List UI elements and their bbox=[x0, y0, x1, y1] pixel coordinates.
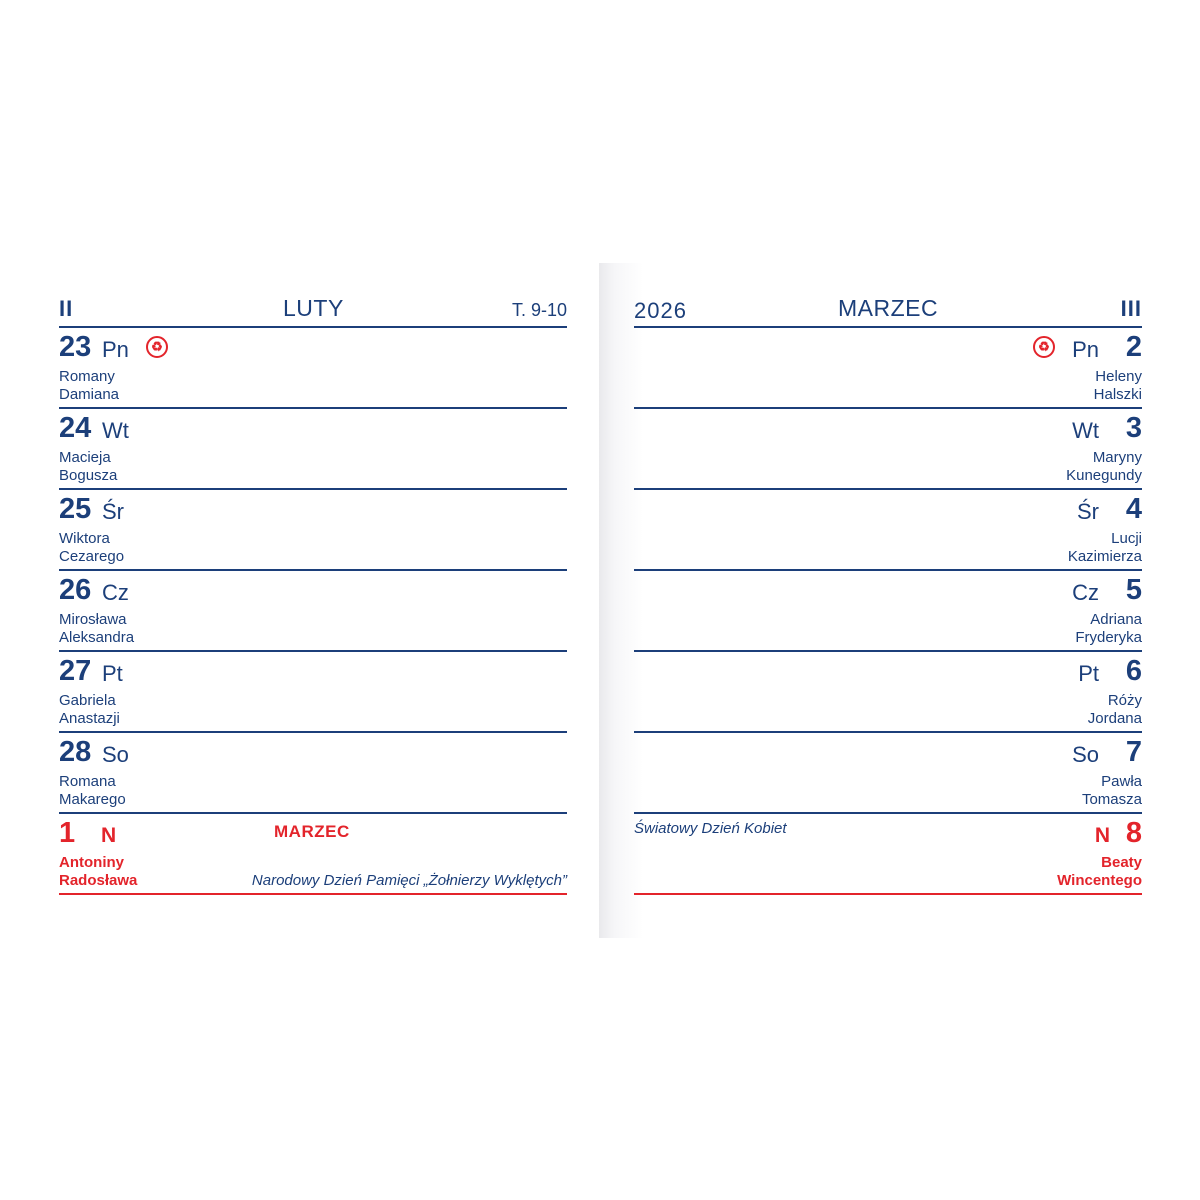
day-name: Pt bbox=[102, 661, 123, 686]
name-day: Maryny bbox=[1092, 449, 1142, 466]
name-days bbox=[59, 530, 124, 566]
day-row bbox=[59, 409, 567, 490]
name-days bbox=[1057, 854, 1142, 890]
month-roman-numeral: III bbox=[1120, 296, 1142, 321]
name-days bbox=[59, 611, 134, 647]
day-row bbox=[59, 328, 567, 409]
holiday-note: Światowy Dzień Kobiet bbox=[634, 820, 787, 837]
name-day: Damiana bbox=[59, 386, 120, 403]
name-day: Radosława bbox=[59, 872, 138, 889]
holiday-note: Narodowy Dzień Pamięci „Żołnierzy Wyklętych” bbox=[251, 872, 567, 889]
name-days bbox=[1082, 773, 1142, 809]
day-row bbox=[59, 490, 567, 571]
day-row bbox=[634, 652, 1142, 733]
day-row bbox=[634, 409, 1142, 490]
day-row bbox=[59, 571, 567, 652]
day-row bbox=[59, 652, 567, 733]
day-number: 4 bbox=[1125, 493, 1142, 525]
month-roman-numeral: II bbox=[59, 296, 74, 321]
name-day: Romany bbox=[59, 368, 115, 385]
name-day: Jordana bbox=[1087, 710, 1142, 727]
name-day: Anastazji bbox=[59, 710, 120, 727]
name-days bbox=[59, 854, 137, 890]
day-number: 5 bbox=[1125, 574, 1142, 606]
name-day: Wincentego bbox=[1057, 872, 1142, 889]
name-days bbox=[1075, 611, 1142, 647]
day-number: 28 bbox=[59, 736, 92, 768]
name-day: Kazimierza bbox=[1067, 548, 1142, 565]
day-name: Śr bbox=[102, 499, 124, 524]
day-number: 24 bbox=[59, 412, 92, 444]
day-name: So bbox=[1072, 742, 1099, 767]
day-number: 8 bbox=[1125, 817, 1142, 849]
name-day: Aleksandra bbox=[59, 629, 135, 646]
day-number: 26 bbox=[59, 574, 92, 606]
day-row bbox=[634, 733, 1142, 814]
right-page-header bbox=[634, 290, 1142, 328]
day-name: Wt bbox=[1072, 418, 1099, 443]
day-name: N bbox=[101, 824, 117, 847]
month-title: LUTY bbox=[283, 295, 344, 321]
day-number: 23 bbox=[59, 331, 92, 363]
name-day: Gabriela bbox=[59, 692, 116, 709]
day-number: 6 bbox=[1125, 655, 1142, 687]
name-day: Makarego bbox=[59, 791, 126, 808]
name-days bbox=[59, 773, 126, 809]
day-number: 1 bbox=[59, 817, 76, 849]
month-start-label: MARZEC bbox=[274, 822, 350, 841]
recycle-icon: ♻ bbox=[146, 336, 168, 358]
name-day: Pawła bbox=[1101, 773, 1142, 790]
day-row bbox=[634, 571, 1142, 652]
day-number: 3 bbox=[1125, 412, 1142, 444]
left-page-header bbox=[59, 290, 567, 328]
day-name: Śr bbox=[1077, 499, 1099, 524]
name-days bbox=[1066, 449, 1142, 485]
name-day: Cezarego bbox=[59, 548, 125, 565]
name-days bbox=[59, 449, 117, 485]
name-days bbox=[1094, 368, 1142, 404]
sunday-row bbox=[634, 814, 1142, 895]
name-day: Antoniny bbox=[59, 854, 124, 871]
day-name: Pn bbox=[102, 337, 129, 362]
name-day: Beaty bbox=[1101, 854, 1142, 871]
day-name: Cz bbox=[1072, 580, 1099, 605]
day-row bbox=[59, 733, 567, 814]
name-day: Fryderyka bbox=[1075, 629, 1142, 646]
name-days bbox=[59, 692, 120, 728]
name-day: Lucji bbox=[1111, 530, 1142, 547]
year-label: 2026 bbox=[634, 298, 687, 323]
day-number: 2 bbox=[1125, 331, 1142, 363]
sunday-row bbox=[59, 814, 567, 895]
day-name: Wt bbox=[102, 418, 129, 443]
day-row bbox=[634, 490, 1142, 571]
name-day: Macieja bbox=[59, 449, 111, 466]
name-day: Mirosława bbox=[59, 611, 127, 628]
name-day: Romana bbox=[59, 773, 116, 790]
day-name: N bbox=[1094, 824, 1110, 847]
day-name: Pt bbox=[1078, 661, 1099, 686]
day-name: Cz bbox=[102, 580, 129, 605]
day-number: 27 bbox=[59, 655, 92, 687]
week-range: T. 9-10 bbox=[511, 300, 567, 320]
day-name: Pn bbox=[1072, 337, 1099, 362]
name-day: Bogusza bbox=[59, 467, 118, 484]
name-day: Tomasza bbox=[1081, 791, 1142, 808]
name-day: Heleny bbox=[1095, 368, 1142, 385]
name-day: Adriana bbox=[1090, 611, 1142, 628]
day-number: 25 bbox=[59, 493, 92, 525]
left-page bbox=[59, 290, 567, 895]
day-row bbox=[634, 328, 1142, 409]
name-day: Róży bbox=[1107, 692, 1142, 709]
right-page bbox=[634, 290, 1142, 895]
name-day: Wiktora bbox=[59, 530, 110, 547]
recycle-icon: ♻ bbox=[1033, 336, 1055, 358]
day-number: 7 bbox=[1125, 736, 1142, 768]
month-title: MARZEC bbox=[838, 295, 939, 321]
name-days bbox=[1088, 692, 1142, 728]
name-days bbox=[59, 368, 119, 404]
day-name: So bbox=[102, 742, 129, 767]
name-day: Kunegundy bbox=[1066, 467, 1142, 484]
name-days bbox=[1068, 530, 1142, 566]
name-day: Halszki bbox=[1093, 386, 1142, 403]
